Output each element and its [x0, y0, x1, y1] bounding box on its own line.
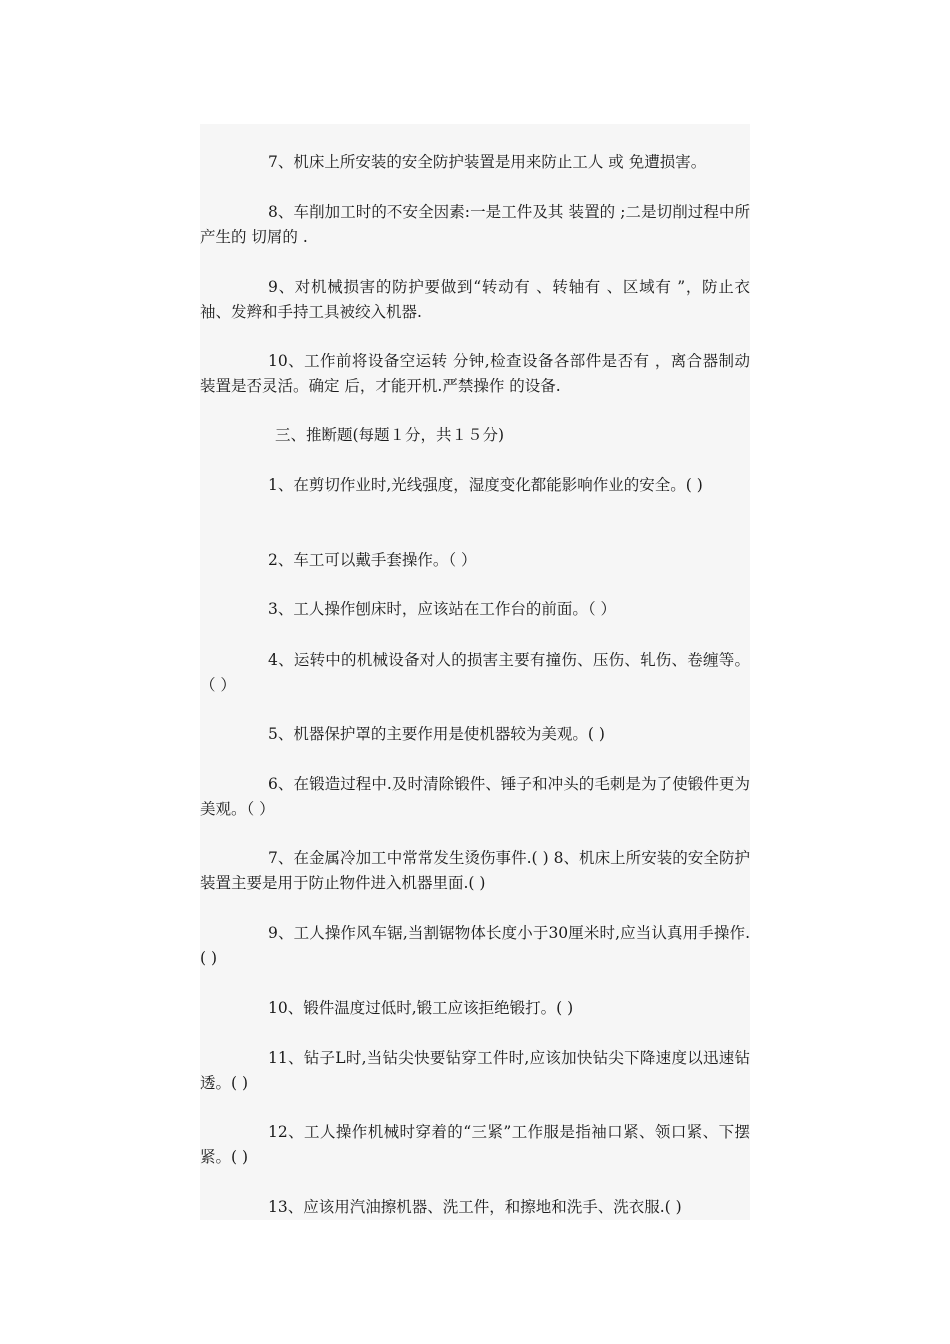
section-heading: 三、推断题(每题１分，共１５分)	[275, 426, 505, 444]
judgment-question-7-8: 7、在金属冷加工中常常发生烫伤事件.( ) 8、机床上所安装的安全防护装置主要是用于防止物件进入机器里面.( )	[200, 849, 750, 892]
judgment-question-4: 4、运转中的机械设备对人的损害主要有撞伤、压伤、轧伤、卷缠等。（ ）	[200, 651, 750, 694]
judgment-question-13: 13、应该用汽油擦机器、洗工件，和擦地和洗手、洗衣服.( )	[268, 1198, 682, 1216]
judgment-question-5: 5、机器保护罩的主要作用是使机器较为美观。( )	[268, 725, 605, 743]
judgment-question-12: 12、工人操作机械时穿着的“三紧”工作服是指袖口紧、领口紧、下摆紧。( )	[200, 1123, 750, 1166]
fill-blank-question-8: 8、车削加工时的不安全因素:一是工件及其 装置的 ;二是切削过程中所产生的 切屑的 .	[200, 203, 750, 246]
fill-blank-question-7: 7、机床上所安装的安全防护装置是用来防止工人 或 免遭损害。	[268, 153, 707, 171]
judgment-question-11: 11、钻子L时,当钻尖快要钻穿工件时,应该加快钻尖下降速度以迅速钻透。( )	[200, 1049, 750, 1092]
judgment-question-1: 1、在剪切作业时,光线强度，湿度变化都能影响作业的安全。( )	[268, 476, 703, 494]
judgment-question-6: 6、在锻造过程中.及时清除锻件、锤子和冲头的毛刺是为了使锻件更为美观。（ ）	[200, 775, 750, 818]
fill-blank-question-9: 9、对机械损害的防护要做到“转动有 、转轴有 、区域有 ”，防止衣袖、发辫和手持工具被绞入机器.	[200, 278, 750, 321]
judgment-question-2: 2、车工可以戴手套操作。（ ）	[268, 551, 477, 569]
document-page	[200, 124, 750, 1220]
judgment-question-9: 9、工人操作风车锯,当割锯物体长度小于30厘米时,应当认真用手操作.( )	[200, 924, 750, 967]
fill-blank-question-10: 10、工作前将设备空运转 分钟,检查设备各部件是否有 ，离合器制动装置是否灵活。确定 后，才能开机.严禁操作 的设备.	[200, 352, 750, 395]
judgment-question-3: 3、工人操作刨床时，应该站在工作台的前面。（ ）	[268, 600, 617, 618]
judgment-question-10: 10、锻件温度过低时,锻工应该拒绝锻打。( )	[268, 999, 574, 1017]
